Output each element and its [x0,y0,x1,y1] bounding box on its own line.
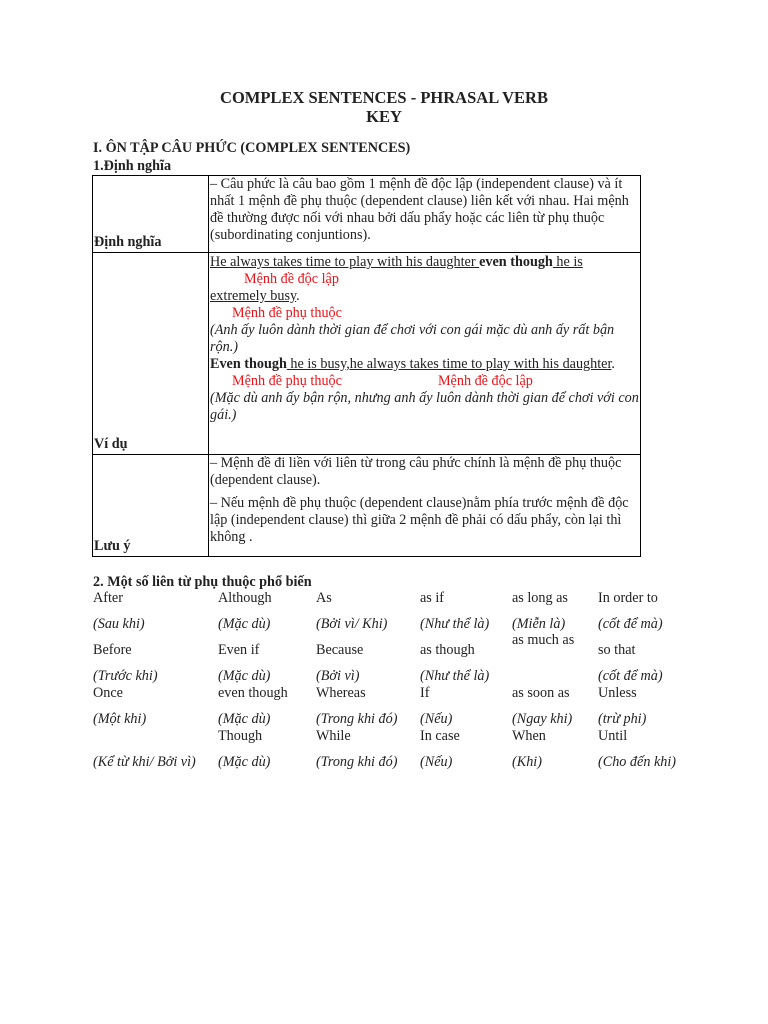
section-1-subheading: 1.Định nghĩa [93,158,172,174]
example-2-period: . [611,356,615,372]
conj-although-meaning: (Mặc dù) [218,616,271,632]
conj-as-long-as-meaning: (Miễn là) [512,616,566,632]
example-1-main-clause: He always takes time to play with his daughter [210,254,480,270]
conj-when: When [512,728,546,744]
section-2-heading: 2. Một số liên từ phụ thuộc phổ biến [93,574,312,590]
table-row-note [93,455,641,557]
conj-since-meaning: (Kể từ khi/ Bởi vì) [93,754,196,770]
example-2-sentence [210,356,640,373]
conj-before-meaning: (Trước khi) [93,668,158,684]
conj-even-though-meaning: (Mặc dù) [218,711,271,727]
example-1-translation: (Anh ấy luôn dành thời gian để chơi với con gái mặc dù anh ấy rất bận rộn.) [210,322,615,355]
conj-even-if: Even if [218,642,260,658]
note-label: Lưu ý [93,455,209,557]
conj-as-if: as if [420,590,445,606]
conj-in-case-meaning: (Nếu) [420,754,453,770]
example-label: Ví dụ [93,253,209,455]
section-1-heading: I. ÔN TẬP CÂU PHỨC (COMPLEX SENTENCES) [93,140,411,156]
conj-as-meaning: (Bởi vì/ Khi) [316,616,388,632]
conj-as-if-meaning: (Như thể là) [420,616,490,632]
definition-label: Định nghĩa [93,176,209,253]
conj-as-soon-as-meaning: (Ngay khi) [512,711,573,727]
complex-sentence-table [92,175,641,557]
conj-as: As [316,590,332,606]
example-1-line-2 [210,288,640,305]
conj-so-that-meaning: (cốt để mà) [598,668,663,684]
conj-as-long-as: as long as [512,590,568,606]
conj-as-though-meaning: (Như thể là) [420,668,490,684]
example-1-clause-end: extremely busy [210,288,297,304]
conj-in-order-to-meaning: (cốt để mà) [598,616,663,632]
conj-as-soon-as: as soon as [512,685,570,701]
conj-unless: Unless [598,685,637,701]
example-content [209,253,641,455]
conj-before: Before [93,642,132,658]
document-title: COMPLEX SENTENCES - PHRASAL VERB [220,88,548,107]
example-2-conjunction: Even though [210,356,287,372]
conj-even-though: even though [218,685,288,701]
example-1-period: . [296,288,300,304]
example-1-line-1 [210,254,640,271]
conj-when-meaning: (Khi) [512,754,542,770]
conj-because-meaning: (Bởi vì) [316,668,360,684]
conj-as-though: as though [420,642,475,658]
conj-until: Until [598,728,628,744]
example-2-independent-tag: Mệnh đề độc lập [437,373,533,389]
conj-because: Because [316,642,364,658]
conj-in-order-to: In order to [598,590,658,606]
conj-in-case: In case [420,728,460,744]
conj-so-that: so that [598,642,636,658]
conj-even-if-meaning: (Mặc dù) [218,668,271,684]
conj-unless-meaning: (trừ phi) [598,711,647,727]
example-2-clauses: he is busy,he always takes time to play with his daughter [286,356,612,372]
note-content [209,455,641,557]
conj-whereas-meaning: (Trong khi đó) [316,711,398,727]
conj-though: Though [218,728,263,744]
conj-if: If [420,685,430,701]
example-1-clause-start: he is [552,254,583,270]
conj-although: Although [218,590,272,606]
conj-while: While [316,728,351,744]
example-2-tags [210,373,640,390]
example-2-translation: (Mặc dù anh ấy bận rộn, nhưng anh ấy luôn dành thời gian để chơi với con gái.) [210,390,639,423]
example-2-dependent-tag: Mệnh đề phụ thuộc [232,373,342,389]
conj-though-meaning: (Mặc dù) [218,754,271,770]
table-row-definition [93,176,641,253]
conj-after: After [93,590,123,606]
document-subtitle: KEY [366,107,402,126]
conj-if-meaning: (Nếu) [420,711,453,727]
example-1-independent-tag: Mệnh đề độc lập [244,271,339,287]
definition-text: – Câu phức là câu bao gồm 1 mệnh đề độc lập (independent clause) và ít nhất 1 mệnh đề phụ thuộc (dependent clause) liên kết với nhau. Hai mệnh đề thường được nối với nhau bởi dấu phẩy hoặc các liên từ phụ thuộc (subordinating conjuntions). [209,176,641,253]
table-row-example [93,253,641,455]
example-1-conjunction: even though [479,254,553,270]
conj-once-meaning: (Một khi) [93,711,147,727]
conj-whereas: Whereas [316,685,366,701]
note-1: – Mệnh đề đi liền với liên từ trong câu phức chính là mệnh đề phụ thuộc (dependent clause). [210,455,622,488]
conj-while-meaning: (Trong khi đó) [316,754,398,770]
conj-as-much-as: as much as [512,632,575,648]
conj-once: Once [93,685,123,701]
conj-after-meaning: (Sau khi) [93,616,145,632]
note-2: – Nếu mệnh đề phụ thuộc (dependent clause)nằm phía trước mệnh đề độc lập (independent clause) thì giữa 2 mệnh đề phải có dấu phẩy, còn lại thì không . [210,495,629,545]
conj-until-meaning: (Cho đến khi) [598,754,677,770]
example-1-dependent-tag: Mệnh đề phụ thuộc [232,305,342,321]
